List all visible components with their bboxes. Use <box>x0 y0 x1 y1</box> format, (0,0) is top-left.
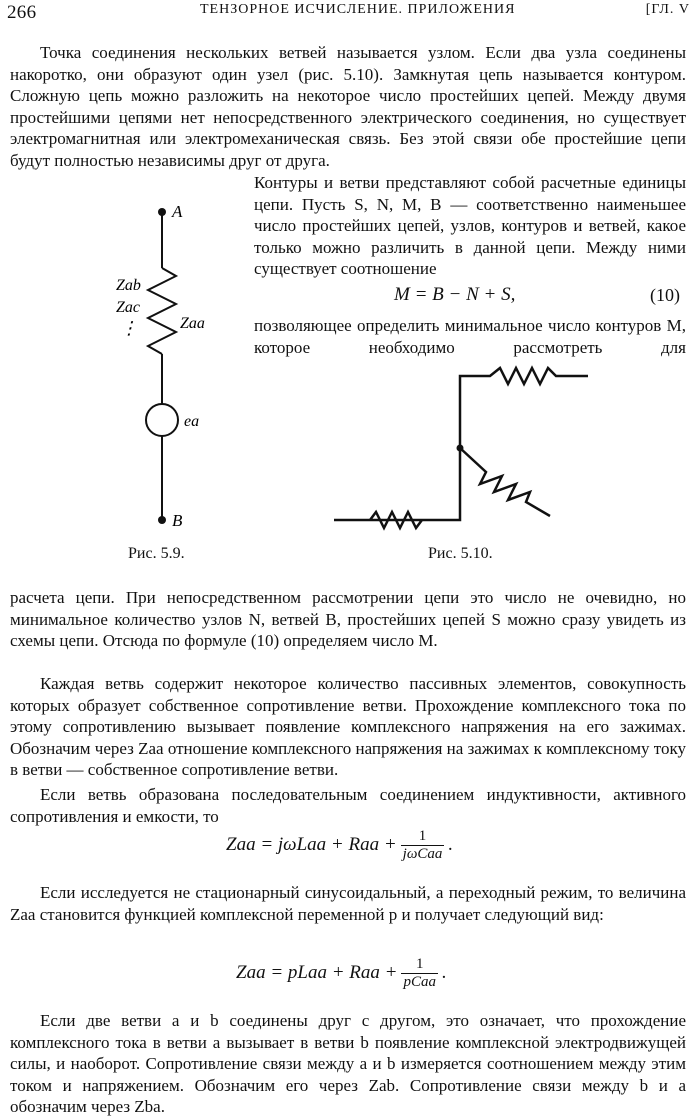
figure-5-10-caption: Рис. 5.10. <box>428 545 493 562</box>
label-zab: Zab <box>116 277 141 294</box>
upper-branch <box>460 368 588 448</box>
equation-zaa-p-numerator: 1 <box>401 956 438 974</box>
label-ea: ea <box>184 413 200 430</box>
figure-5-9 <box>100 198 230 538</box>
equation-zaa-jw-numerator: 1 <box>401 828 445 846</box>
figure-5-10 <box>330 360 600 540</box>
node-dot <box>457 445 464 452</box>
label-dots: ⋮ <box>120 318 138 338</box>
equation-zaa-p-fraction <box>401 956 438 991</box>
chapter-marker: [ГЛ. V <box>645 2 690 17</box>
paragraph-3: Если ветвь образована последовательным соединением индуктивности, активного сопротивления и емкости, то <box>10 785 686 826</box>
source-circle <box>146 404 178 436</box>
paragraph-1-continued: расчета цепи. При непосредственном рассмотрении цепи это число не очевидно, но минимальное количество узлов N, ветвей B, простейших цепей S можно сразу увидеть из схемы цепи. Отсюда по формуле (10) определяем число M. <box>10 588 686 650</box>
lower-branch <box>334 448 460 528</box>
page-number: 266 <box>7 2 37 23</box>
equation-zaa-p-denominator: pCaa <box>403 974 436 990</box>
paragraph-2: Каждая ветвь содержит некоторое количество пассивных элементов, совокупность которых образует собственное сопротивление ветви. Прохождение комплексного тока по этому сопротивлению вызывает появление комплексного напряжения на его зажимах. Обозначим через Zaa отношение комплексного напряжения на зажимах к комплексному току в ветви — собственное сопротивление ветви. <box>10 674 686 779</box>
equation-10: M = B − N + S, <box>394 284 516 305</box>
equation-zaa-p-lhs: Zaa = pLaa + Raa + <box>236 961 398 983</box>
running-title: ТЕНЗОРНОЕ ИСЧИСЛЕНИЕ. ПРИЛОЖЕНИЯ <box>200 2 516 17</box>
equation-zaa-jw-tail: . <box>448 833 454 855</box>
label-b: B <box>172 511 183 530</box>
paragraph-4: Если исследуется не стационарный синусоидальный, а переходный режим, то величина Zaa становится функцией комплексной переменной p и получает следующий вид: <box>10 883 686 924</box>
equation-zaa-jw-lhs: Zaa = jωLaa + Raa + <box>226 833 397 855</box>
figure-5-9-caption: Рис. 5.9. <box>128 545 185 562</box>
resistor-zigzag <box>148 268 176 354</box>
equation-zaa-jw-denominator: jωCaa <box>402 846 443 862</box>
equation-zaa-p-tail: . <box>441 961 447 983</box>
paragraph-1: Точка соединения нескольких ветвей называется узлом. Если два узла соединены накоротко, они образуют один узел (рис. 5.10). Замкнутая цепь называется контуром. Сложную цепь можно разложить на некоторое число простейших цепей. Между двумя простейшими цепями нет непосредственного электрического соединения, но существует электромагнитная или электромеханическая связь. Без этой связи обе простейшие цепи будут полностью независимы друг от друга. <box>10 43 686 170</box>
equation-zaa-p <box>236 956 447 991</box>
diagonal-branch <box>460 448 550 516</box>
paragraph-1-side: Контуры и ветви представляют собой расчетные единицы цепи. Пусть S, N, M, B — соответственно наименьшее число простейших цепей, узлов, контуров и ветвей, какое только можно различить в данной цепи. Между ними существует соотношение <box>254 173 686 278</box>
paragraph-5: Если две ветви a и b соединены друг с другом, это означает, что прохождение комплексного тока в ветви a вызывает в ветви b появление комплексной электродвижущей силы, и наоборот. Сопротивление связи между a и b измеряется соотношением между этим током и напряжением. Обозначим его через Zab. Сопротивление связи между b и a обозначим через Zba. <box>10 1011 686 1116</box>
equation-10-number: (10) <box>650 285 680 305</box>
paragraph-1-after-eq: позволяющее определить минимальное число контуров M, которое необходимо рассмотреть для <box>254 316 686 357</box>
equation-zaa-jw <box>226 828 453 863</box>
terminal-b-dot <box>158 516 166 524</box>
equation-zaa-jw-fraction <box>401 828 445 863</box>
label-a: A <box>172 202 183 221</box>
label-zaa: Zaa <box>180 315 205 332</box>
label-zac: Zac <box>116 299 140 316</box>
